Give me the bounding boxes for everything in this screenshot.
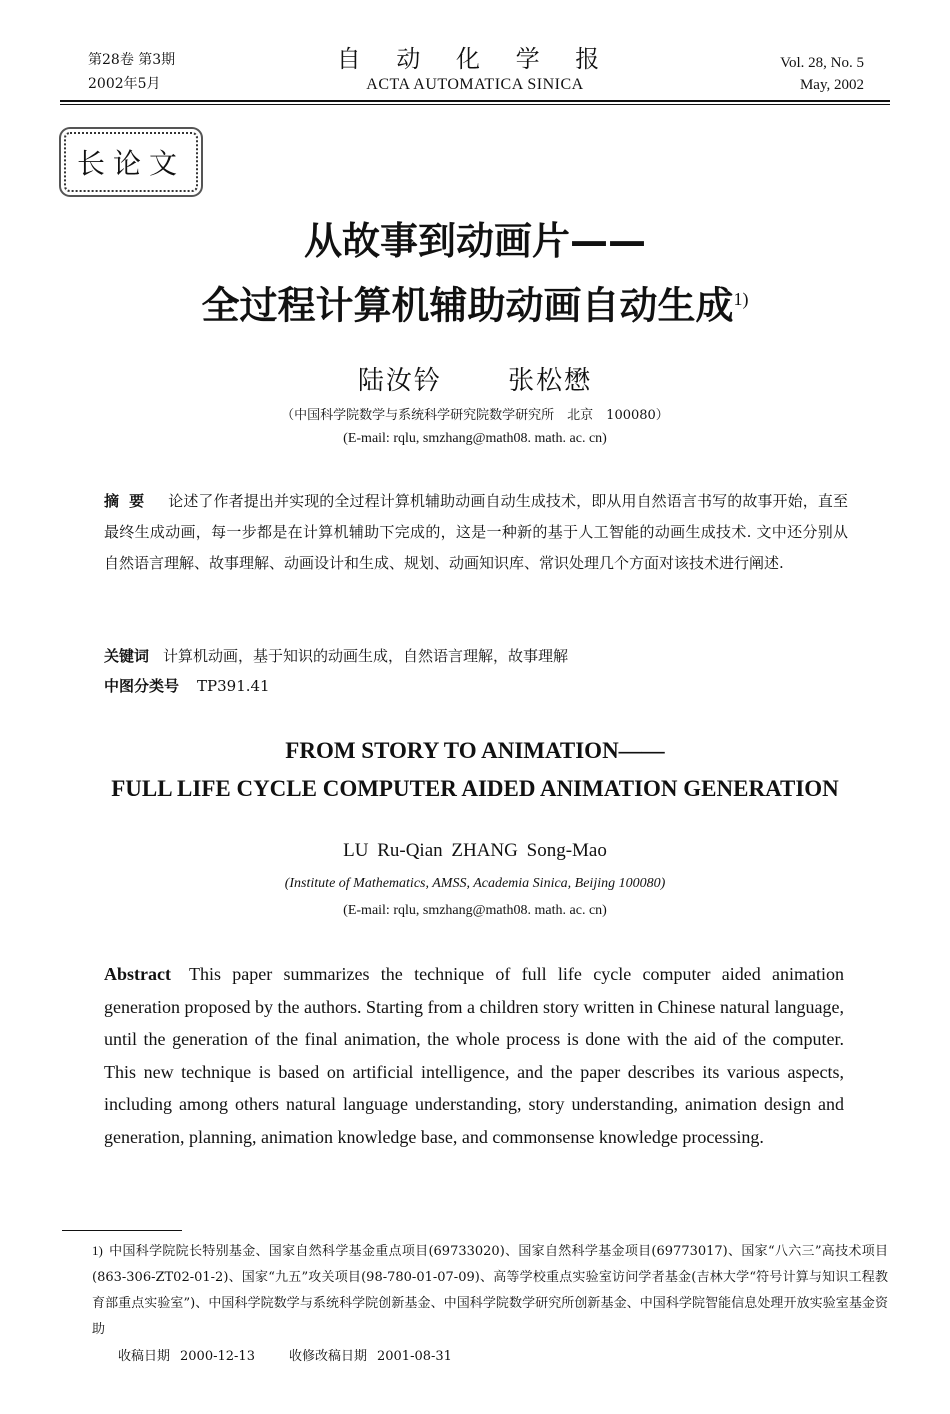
footnote-mark: 1) bbox=[92, 1243, 103, 1258]
abstract-en bbox=[104, 958, 844, 1153]
revised-date: 2001-08-31 bbox=[376, 1349, 452, 1364]
title-en-line2: FULL LIFE CYCLE COMPUTER AIDED ANIMATION GENERATION bbox=[111, 776, 839, 801]
title-cn-line2-text: 全过程计算机辅助动画自动生成 bbox=[201, 283, 734, 328]
classification bbox=[104, 672, 864, 700]
classification-code: TP391.41 bbox=[197, 677, 270, 695]
keywords-cn-text: 计算机动画，基于知识的动画生成，自然语言理解，故事理解 bbox=[163, 647, 569, 665]
revised-label: 收修改稿日期 bbox=[288, 1349, 367, 1364]
classification-label: 中图分类号 bbox=[104, 677, 180, 695]
category-box bbox=[64, 132, 198, 192]
title-cn bbox=[0, 212, 950, 335]
affiliation-cn: （中国科学院数学与系统科学研究院数学研究所 北京 100080） bbox=[281, 408, 669, 423]
email-en: (E-mail: rqlu, smzhang@math08. math. ac. cn) bbox=[343, 903, 607, 918]
title-en-line1: FROM STORY TO ANIMATION—— bbox=[285, 738, 665, 763]
title-footnote-mark: 1) bbox=[733, 289, 749, 309]
journal-header bbox=[86, 44, 864, 104]
received-date: 2000-12-13 bbox=[180, 1349, 255, 1364]
email-cn: (E-mail: rqlu, smzhang@math08. math. ac. cn) bbox=[343, 431, 607, 446]
authors-en: LU Ru-Qian ZHANG Song-Mao bbox=[343, 840, 607, 861]
abstract-cn-text: 论述了作者提出并实现的全过程计算机辅助动画自动生成技术，即从用自然语言书写的故事开始，直至最终生成动画，每一步都是在计算机辅助下完成的，这是一种新的基于人工智能的动画生成技术. 文中还分别从自然语言理解、故事理解、动画设计和生成、规划、动画知识库、常识处理几个方面对该技术进行阐述. bbox=[104, 492, 848, 572]
affiliation-en: (Institute of Mathematics, AMSS, Academia Sinica, Beijing 100080) bbox=[284, 876, 666, 891]
journal-name-en: ACTA AUTOMATICA SINICA bbox=[366, 76, 584, 93]
abstract-cn-label: 摘要 bbox=[104, 492, 155, 510]
header-center bbox=[86, 44, 864, 96]
keywords-cn bbox=[104, 642, 864, 670]
footnote-text: 中国科学院院长特别基金、国家自然科学基金重点项目(69733020)、国家自然科学基金项目(69773017)、国家“八六三”高技术项目(863-306-ZT02-01-2)、国家“九五”攻关项目(98-780-01-07-09)、高等学校重点实验室访问学者基金(吉林大学“符号计算与知识工程教育部重点实验室”)、中国科学院数学与系统科学院创新基金、中国科学院数学研究所创新基金、中国科学院智能信息处理开放实验室基金资助 bbox=[92, 1244, 888, 1337]
title-en bbox=[0, 732, 950, 808]
header-rule-thin bbox=[60, 104, 890, 105]
received-label: 收稿日期 bbox=[118, 1349, 171, 1364]
header-rule-thick bbox=[60, 100, 890, 102]
title-cn-line2 bbox=[0, 270, 950, 335]
abstract-cn bbox=[104, 486, 848, 579]
footnote-rule bbox=[62, 1230, 182, 1231]
keywords-cn-label: 关键词 bbox=[104, 647, 150, 665]
date-cn: 2002年5月 bbox=[88, 76, 161, 92]
date-en: May, 2002 bbox=[799, 77, 864, 93]
submission-dates bbox=[118, 1344, 462, 1370]
volume-issue-cn: 第28卷 第3期 bbox=[88, 52, 176, 68]
footnote bbox=[92, 1238, 888, 1343]
abstract-en-text: This paper summarizes the technique of full life cycle computer aided animation generation proposed by the authors. Starting from a children story written in Chinese natural language, until the generation of the final animation, the whole process is done with the aid of the computer. This new technique is based on artificial intelligence, and the paper describes its various aspects, including among others natural language understanding, story understanding, animation design and generation, planning, animation knowledge base, and commonsense knowledge processing. bbox=[104, 964, 844, 1147]
category-label: 长论文 bbox=[76, 147, 185, 180]
journal-name-cn: 自 动 化 学 报 bbox=[336, 45, 614, 73]
title-cn-line1: 从故事到动画片—— bbox=[303, 219, 646, 263]
volume-en: Vol. 28, No. 5 bbox=[780, 55, 864, 71]
authors-cn: 陆汝钤 张松懋 bbox=[357, 366, 593, 396]
header-right bbox=[780, 52, 864, 96]
abstract-en-label: Abstract bbox=[104, 964, 171, 984]
